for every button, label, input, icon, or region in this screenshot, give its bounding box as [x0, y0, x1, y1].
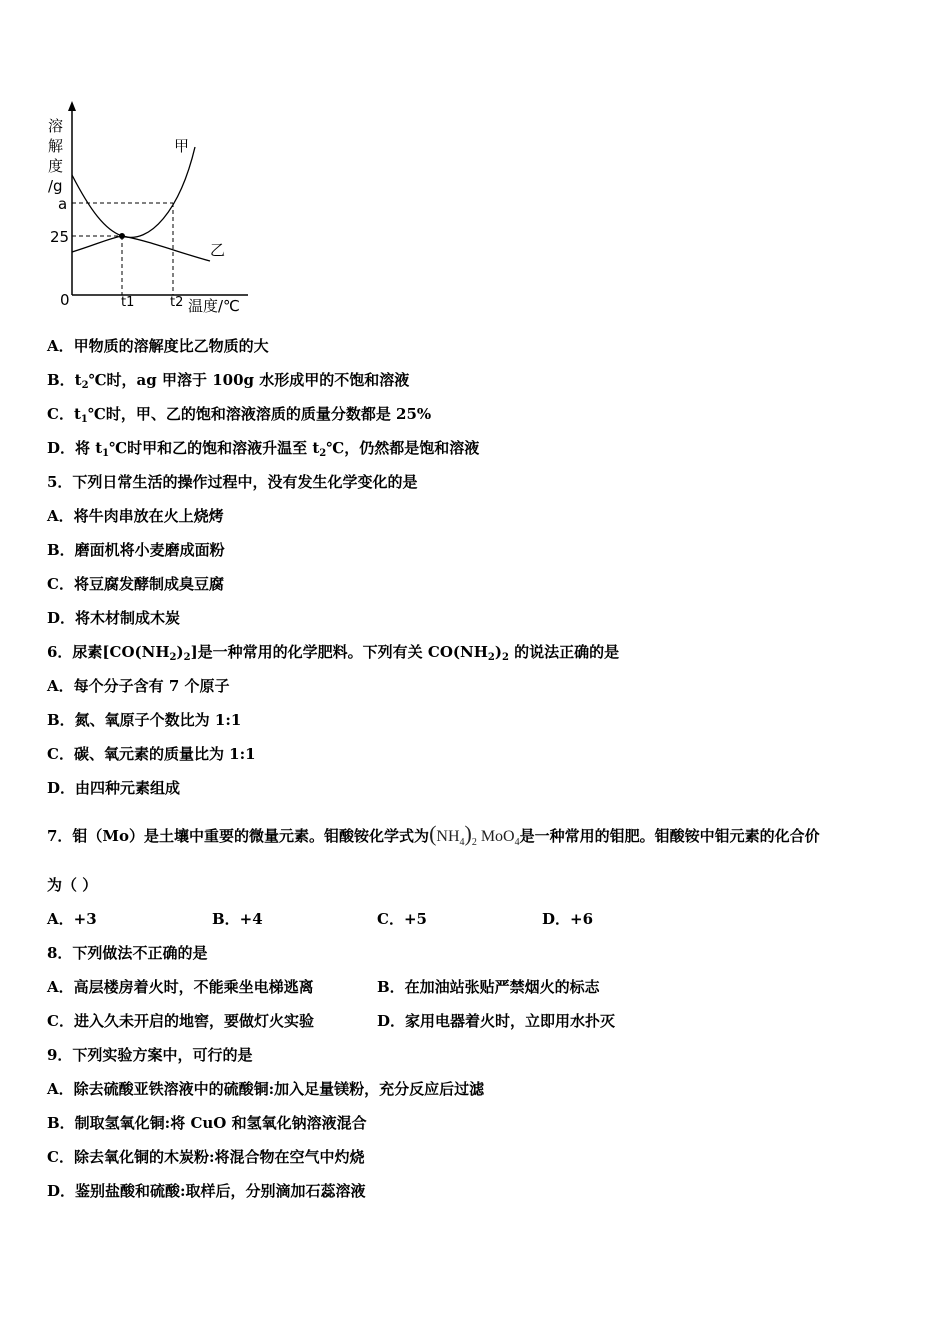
q9-option-b[interactable]: B．制取氢氧化铜:将 CuO 和氢氧化钠溶液混合 [47, 1114, 367, 1132]
y-axis-label-char: /g [48, 177, 63, 195]
q4-option-c[interactable] [47, 404, 431, 430]
formula-part: ) [464, 821, 472, 846]
text: 是一种常用的钼肥。钼酸铵中钼元素的化合价 [519, 827, 820, 845]
y-tick-25: 25 [50, 228, 70, 246]
curve-yi [72, 236, 210, 261]
subscript: 2 [487, 652, 495, 663]
solubility-graph [40, 95, 260, 325]
text: ) [494, 643, 502, 661]
formula-part: NH [436, 828, 460, 845]
q5-option-d[interactable]: D．将木材制成木炭 [47, 609, 181, 627]
text: D．将 t [47, 439, 103, 457]
text: ℃时甲和乙的饱和溶液升温至 t [109, 439, 320, 457]
q5-option-a[interactable]: A．将牛肉串放在火上烧烤 [47, 507, 224, 525]
q4-option-b[interactable] [47, 370, 409, 396]
q6-option-a[interactable]: A．每个分子含有 7 个原子 [47, 677, 230, 695]
y-axis-label-char: 解 [48, 137, 64, 155]
curve-jia [72, 147, 195, 237]
text: ℃，仍然都是饱和溶液 [326, 439, 480, 457]
curve-label-jia: 甲 [174, 137, 190, 155]
formula-subscript: 4 [514, 837, 520, 848]
subscript: 1 [80, 414, 88, 425]
q8-option-a[interactable]: A．高层楼房着火时，不能乘坐电梯逃离 [47, 978, 314, 996]
subscript: 2 [183, 652, 191, 663]
x-axis-label: 温度/℃ [188, 297, 240, 315]
x-tick-t2: t2 [170, 295, 184, 310]
subscript: 2 [501, 652, 509, 663]
subscript: 2 [81, 380, 89, 391]
q8-option-d[interactable]: D．家用电器着火时，立即用水扑灭 [377, 1012, 616, 1030]
q9-option-c[interactable]: C．除去氧化铜的木炭粉:将混合物在空气中灼烧 [47, 1148, 365, 1166]
y-axis-label-char: 溶 [48, 117, 64, 135]
subscript: 2 [169, 652, 177, 663]
q7-stem-line2: 为（ ） [47, 876, 98, 894]
text: 的说法正确的是 [508, 643, 620, 661]
q9-option-d[interactable]: D．鉴别盐酸和硫酸:取样后，分别滴加石蕊溶液 [47, 1182, 366, 1200]
formula-subscript: 4 [459, 837, 465, 848]
q4-option-d[interactable] [47, 438, 479, 464]
q7-option-d[interactable]: D．+6 [542, 910, 594, 928]
y-axis-label-char: 度 [48, 157, 64, 175]
origin-label: 0 [60, 291, 70, 309]
q6-option-c[interactable]: C．碳、氧元素的质量比为 1:1 [47, 745, 256, 763]
q6-option-b[interactable]: B．氮、氧原子个数比为 1:1 [47, 711, 242, 729]
q7-stem [47, 821, 820, 853]
q6-stem [47, 642, 619, 668]
q7-option-a[interactable]: A．+3 [47, 910, 97, 928]
text: 6．尿素[CO(NH [47, 643, 170, 661]
q9-option-a[interactable]: A．除去硫酸亚铁溶液中的硫酸铜:加入足量镁粉，充分反应后过滤 [47, 1080, 485, 1098]
q6-option-d[interactable]: D．由四种元素组成 [47, 779, 181, 797]
q5-option-b[interactable]: B．磨面机将小麦磨成面粉 [47, 541, 225, 559]
q8-option-b[interactable]: B．在加油站张贴严禁烟火的标志 [377, 978, 600, 996]
curve-label-yi: 乙 [210, 241, 226, 259]
q7-option-c[interactable]: C．+5 [377, 910, 427, 928]
subscript: 2 [319, 448, 327, 459]
q4-option-a[interactable]: A．甲物质的溶解度比乙物质的大 [47, 337, 269, 355]
y-tick-a: a [58, 195, 68, 213]
q9-stem: 9．下列实验方案中，可行的是 [47, 1046, 253, 1064]
y-axis-arrow [68, 101, 76, 111]
formula-part: ( [429, 821, 437, 846]
q7-option-b[interactable]: B．+4 [212, 910, 263, 928]
text: C．t [47, 405, 81, 423]
text: ℃时，甲、乙的饱和溶液溶质的质量分数都是 25% [87, 405, 432, 423]
x-tick-t1: t1 [121, 295, 135, 310]
q5-option-c[interactable]: C．将豆腐发酵制成臭豆腐 [47, 575, 224, 593]
text: ) [176, 643, 184, 661]
q8-option-c[interactable]: C．进入久未开启的地窖，要做灯火实验 [47, 1012, 314, 1030]
formula-subscript: 2 [471, 837, 477, 848]
text: ℃时，ag 甲溶于 100g 水形成甲的不饱和溶液 [88, 371, 410, 389]
text: ]是一种常用的化学肥料。下列有关 CO(NH [190, 643, 488, 661]
ammonium-molybdate-formula [429, 821, 520, 848]
text: 7．钼（Mo）是土壤中重要的微量元素。钼酸铵化学式为 [47, 827, 430, 845]
subscript: 1 [102, 448, 110, 459]
q8-stem: 8．下列做法不正确的是 [47, 944, 208, 962]
intersection-point [119, 233, 125, 239]
formula-part: MoO [476, 828, 515, 845]
text: B．t [47, 371, 82, 389]
q5-stem: 5．下列日常生活的操作过程中，没有发生化学变化的是 [47, 473, 418, 491]
